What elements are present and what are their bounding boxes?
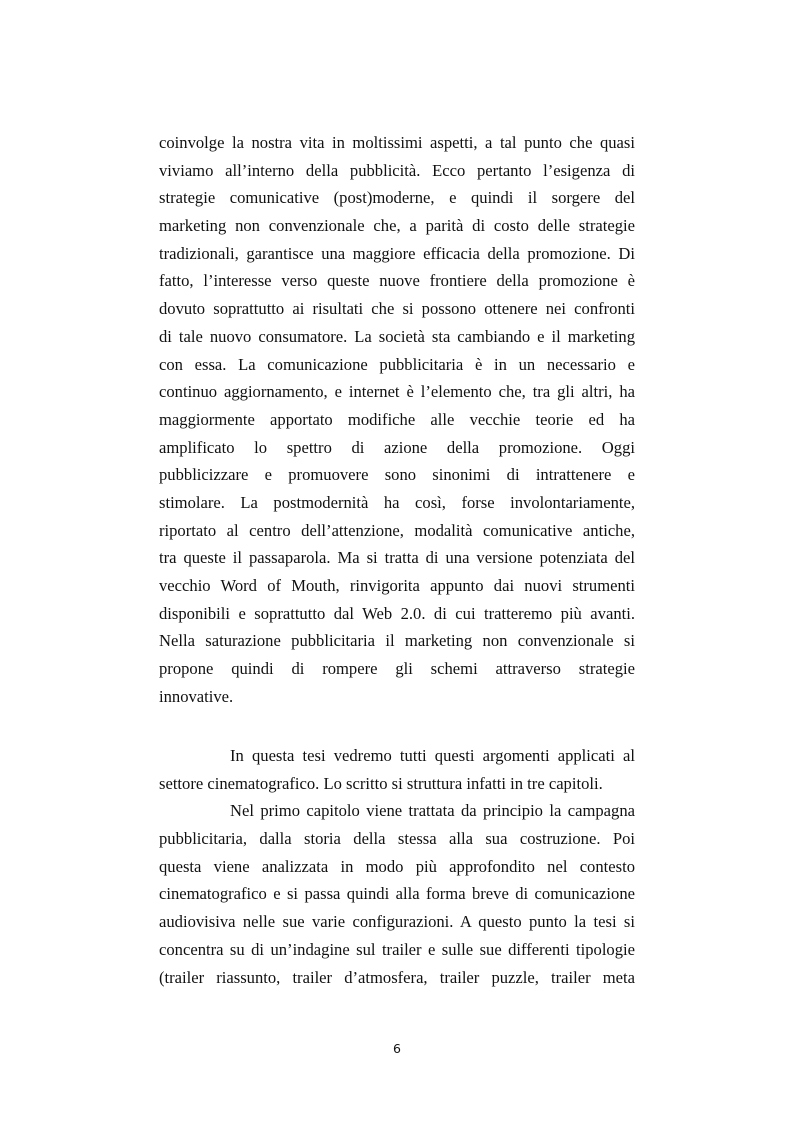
text-line: (trailer riassunto, trailer d’atmosfera, trailer puzzle, trailer meta: [159, 967, 635, 987]
body-paragraphs-2-3: [159, 742, 635, 991]
text-line: dovuto soprattutto ai risultati che si possono ottenere nei confronti: [159, 299, 635, 319]
body-paragraph-1: [159, 129, 635, 710]
text-line: propone quindi di rompere gli schemi attraverso strategie: [159, 659, 635, 679]
text-line: continuo aggiornamento, e internet è l’elemento che, tra gli altri, ha: [159, 382, 635, 402]
text-line: tra queste il passaparola. Ma si tratta di una versione potenziata del: [159, 548, 635, 568]
text-line: In questa tesi vedremo tutti questi argomenti applicati al: [230, 746, 635, 765]
text-line: viviamo all’interno della pubblicità. Ecco pertanto l’esigenza di: [159, 160, 635, 180]
text-line: vecchio Word of Mouth, rinvigorita appunto dai nuovi strumenti: [159, 576, 635, 595]
text-line: pubblicitaria, dalla storia della stessa alla sua costruzione. Poi: [159, 829, 635, 849]
page-number: 6: [393, 1041, 401, 1056]
text-line: coinvolge la nostra vita in moltissimi aspetti, a tal punto che quasi: [159, 133, 635, 152]
text-line: strategie comunicative (post)moderne, e quindi il sorgere del: [159, 188, 635, 208]
text-line: disponibili e soprattutto dal Web 2.0. di cui tratteremo più avanti.: [159, 603, 635, 623]
text-line: maggiormente apportato modifiche alle vecchie teorie ed ha: [159, 409, 635, 429]
text-line: settore cinematografico. Lo scritto si struttura infatti in tre capitoli.: [159, 773, 603, 793]
text-line: pubblicizzare e promuovere sono sinonimi di intrattenere e: [159, 465, 635, 485]
text-line: Nella saturazione pubblicitaria il marketing non convenzionale si: [159, 631, 635, 651]
text-line: audiovisiva nelle sue varie configurazioni. A questo punto la tesi si: [159, 912, 635, 932]
text-line: tradizionali, garantisce una maggiore efficacia della promozione. Di: [159, 243, 635, 263]
text-line: di tale nuovo consumatore. La società sta cambiando e il marketing: [159, 326, 635, 346]
text-line: concentra su di un’indagine sul trailer e sulle sue differenti tipologie: [159, 939, 635, 959]
text-line: stimolare. La postmodernità ha così, forse involontariamente,: [159, 492, 635, 512]
text-line: fatto, l’interesse verso queste nuove frontiere della promozione è: [159, 271, 635, 291]
text-line: amplificato lo spettro di azione della promozione. Oggi: [159, 437, 635, 457]
text-line: riportato al centro dell’attenzione, modalità comunicative antiche,: [159, 520, 635, 540]
text-line: marketing non convenzionale che, a parità di costo delle strategie: [159, 216, 635, 236]
text-line: questa viene analizzata in modo più approfondito nel contesto: [159, 856, 635, 876]
text-line: Nel primo capitolo viene trattata da principio la campagna: [230, 801, 635, 821]
text-line: con essa. La comunicazione pubblicitaria è in un necessario e: [159, 354, 635, 374]
text-line: cinematografico e si passa quindi alla forma breve di comunicazione: [159, 884, 635, 904]
text-line: innovative.: [159, 686, 234, 706]
